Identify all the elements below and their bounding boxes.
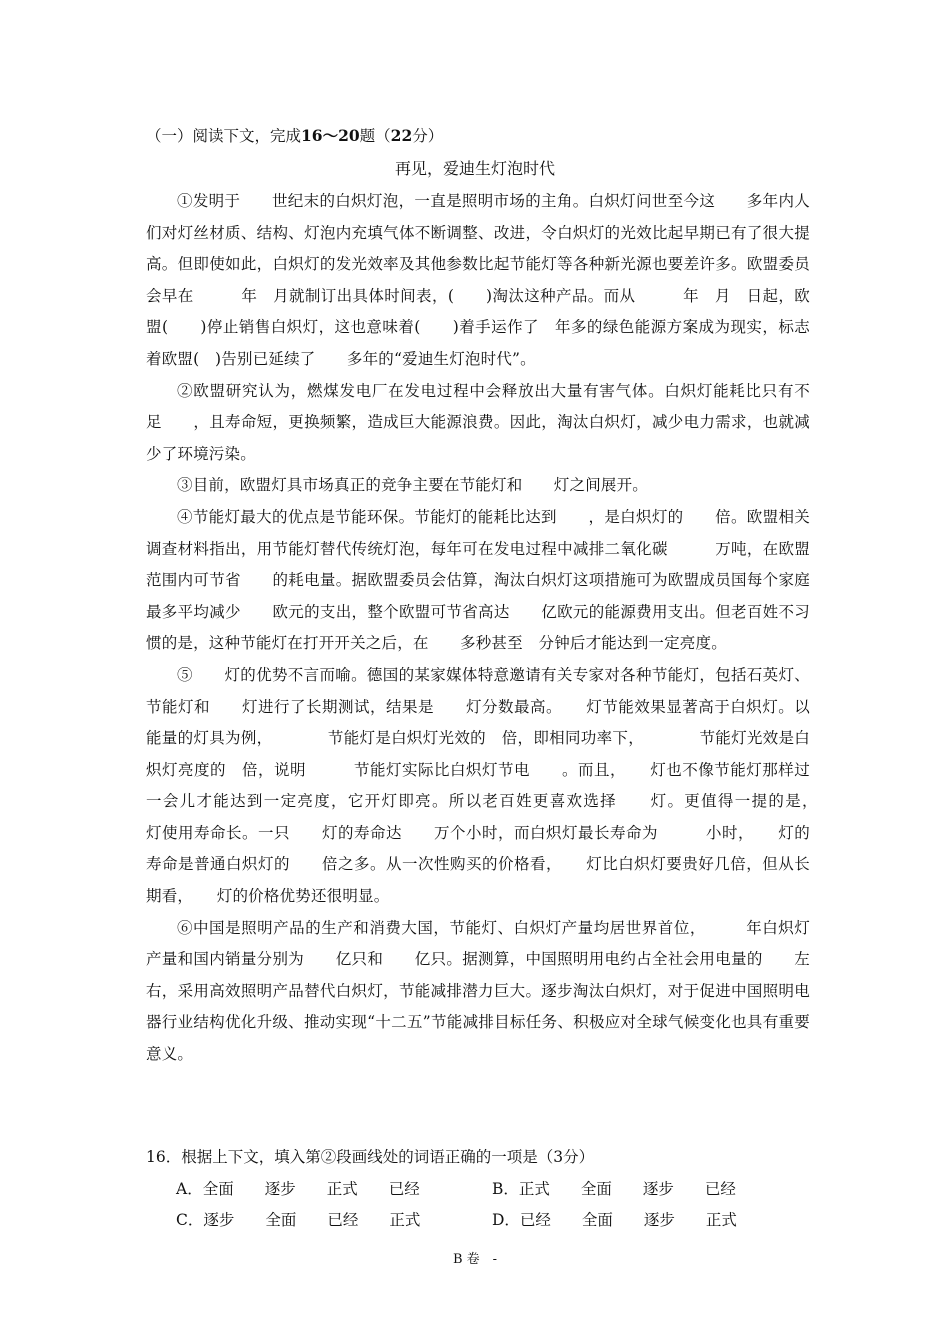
paragraph-1: ①发明于 世纪末的白炽灯泡，一直是照明市场的主角。白炽灯问世至今这 多年内人们对灯丝材质、结构、灯泡内充填气体不断调整、改进，令白炽灯的光效比起早期已有了很大提高。但即使如此，白炽灯的发光效率及其他参数比起节能灯等各种新光源也要差许多。欧盟委员会早在 年 月就制订出具体时间表，( )淘汰这种产品。而从 年 月 日起，欧盟( )停止销售白炽灯，这也意味着( )着手运作了 年多的绿色能源方案成为现实，标志着欧盟( )告别已延续了 多年的“爱迪生灯泡时代”。	[146, 192, 810, 368]
question-stem: 16．根据上下文，填入第②段画线处的词语正确的一项是（3分）	[146, 1148, 595, 1166]
page-footer: B 卷 -	[452, 1252, 498, 1267]
question-16	[146, 1142, 810, 1237]
paragraph-5: ⑤ 灯的优势不言而喻。德国的某家媒体特意邀请有关专家对各种节能灯，包括石英灯、节能灯和 灯进行了长期测试，结果是 灯分数最高。 灯节能效果显著高于白炽灯。以 能量的灯具为例， 节能灯是白炽灯光效的 倍，即相同功率下， 节能灯光效是白炽灯亮度的 倍，说明 节能灯实际比白炽灯节电 。而且， 灯也不像节能灯那样过一会儿才能达到一定亮度，它开灯即亮。所以老百姓更喜欢选择 灯。更值得一提的是， 灯使用寿命长。一只 灯的寿命达 万个小时，而白炽灯最长寿命为 小时， 灯的寿命是普通白炽灯的 倍之多。从一次性购买的价格看， 灯比白炽灯要贵好几倍，但从长期看， 灯的价格优势还很明显。	[146, 665, 842, 906]
option-c: C．逐步 全面 已经 正式	[176, 1211, 421, 1229]
paragraph-2: ②欧盟研究认为，燃煤发电厂在发电过程中会释放出大量有害气体。白炽灯能耗比只有不足 ，且寿命短，更换频繁，造成巨大能源浪费。因此，淘汰白炽灯，减少电力需求，也就减少了环境污染。	[146, 381, 810, 463]
section-suffix: 分）	[412, 127, 444, 145]
options-row-1	[146, 1174, 810, 1206]
option-d: D．已经 全面 逐步 正式	[492, 1211, 737, 1229]
section-heading	[146, 124, 443, 146]
article-body	[146, 186, 842, 1071]
article-title: 再见，爱迪生灯泡时代	[394, 159, 555, 178]
option-a: A．全面 逐步 正式 已经	[176, 1179, 420, 1198]
paragraph-3: ③目前，欧盟灯具市场真正的竞争主要在节能灯和 灯之间展开。	[177, 476, 649, 495]
options-row-2	[146, 1205, 810, 1237]
paragraph-6: ⑥中国是照明产品的生产和消费大国，节能灯、白炽灯产量均居世界首位， 年白炽灯产量和国内销量分别为 亿只和 亿只。据测算，中国照明用电约占全社会用电量的 左右，采用高效照明产品替代白炽灯，节能减排潜力巨大。逐步淘汰白炽灯，对于促进中国照明电器行业结构优化升级、推动实现“十二五”节能减排目标任务、积极应对全球气候变化也具有重要意义。	[146, 918, 810, 1064]
section-prefix: （一）阅读下文，完成	[146, 127, 302, 145]
section-mid: 题（	[359, 127, 391, 145]
option-b: B．正式 全面 逐步 已经	[492, 1179, 736, 1198]
section-points: 22	[390, 126, 413, 145]
section-range: 16～20	[301, 126, 360, 145]
paragraph-4: ④节能灯最大的优点是节能环保。节能灯的能耗比达到 ，是白炽灯的 倍。欧盟相关调查材料指出，用节能灯替代传统灯泡，每年可在发电过程中减排二氧化碳 万吨，在欧盟范围内可节省 的耗电量。据欧盟委员会估算，淘汰白炽灯这项措施可为欧盟成员国每个家庭最多平均减少 欧元的支出，整个欧盟可节省高达 亿欧元的能源费用支出。但老百姓不习惯的是，这种节能灯在打开开关之后，在 多秒甚至 分钟后才能达到一定亮度。	[146, 507, 810, 653]
